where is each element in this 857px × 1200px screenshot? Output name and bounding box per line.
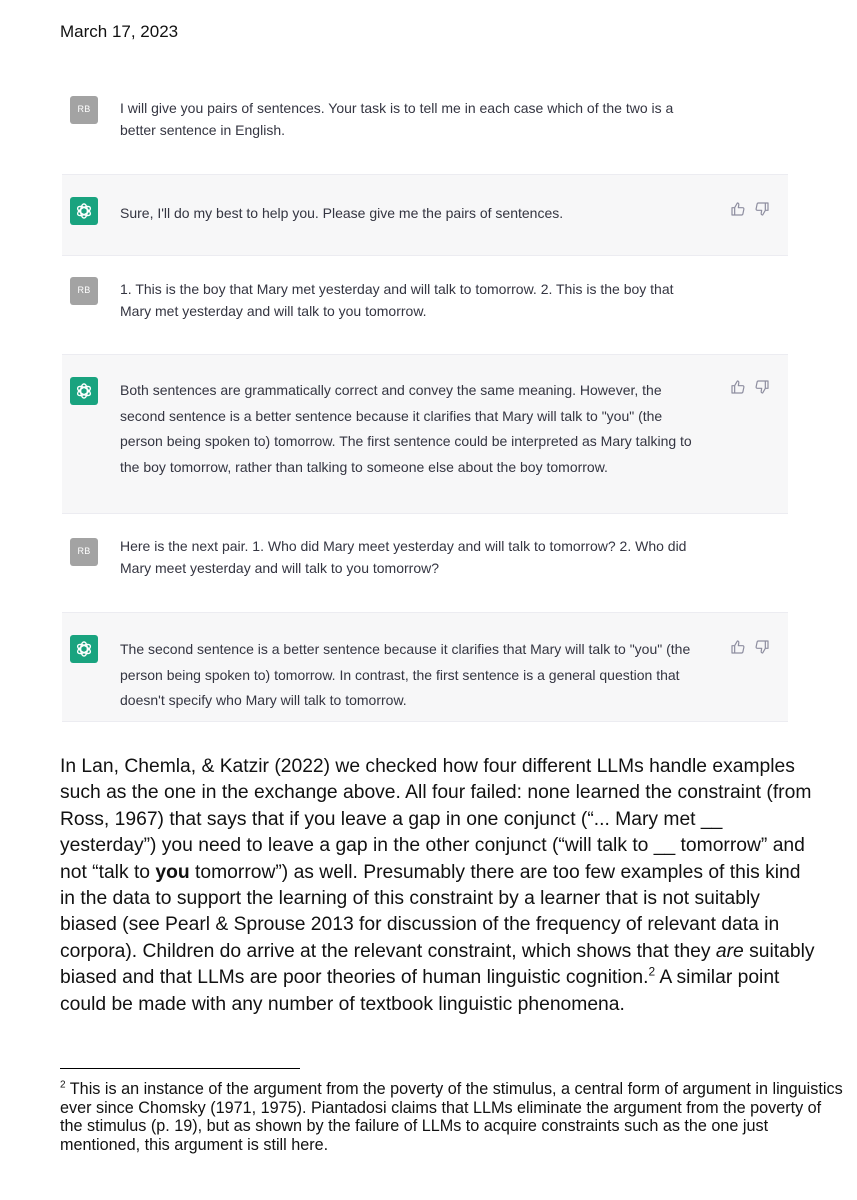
- openai-logo-icon: [74, 381, 94, 401]
- thumbs-down-icon[interactable]: [754, 379, 770, 395]
- thumbs-up-icon[interactable]: [730, 379, 746, 395]
- feedback-buttons: [730, 379, 770, 395]
- user-message-text: I will give you pairs of sentences. Your task is to tell me in each case which of the two is a better sentence in English.: [120, 100, 674, 138]
- thumbs-up-icon[interactable]: [730, 201, 746, 217]
- openai-logo-icon: [74, 639, 94, 659]
- footnote-text: This is an instance of the argument from the poverty of the stimulus, a central form of argument in linguistics ever since Chomsky (1971, 1975). Piantadosi claims that LLMs eliminate the argument from the poverty of the stimulus (p. 19), but as shown by the failure of LLMs to acquire constraints such as the one just mentioned, this argument is still here.: [60, 1080, 843, 1154]
- emphasis-are: are: [715, 940, 744, 962]
- user-message: [62, 256, 788, 354]
- paragraph-text-part-3: suitably biased and that LLMs are poor theories of human linguistic cognition.: [60, 940, 815, 989]
- assistant-avatar: [70, 635, 98, 663]
- emphasis-you: you: [155, 861, 190, 883]
- body-paragraph: [60, 754, 820, 1018]
- footnote: [60, 1080, 845, 1154]
- user-message: [62, 514, 788, 612]
- footnote-marker: 2: [60, 1079, 66, 1091]
- paragraph-text-part-4: A similar point could be made with any number of textbook linguistic phenomena.: [60, 967, 780, 1015]
- assistant-message: [62, 174, 788, 256]
- paragraph-text-part-1: In Lan, Chemla, & Katzir (2022) we checked how four different LLMs handle examples such as the one in the exchange above. All four failed: none learned the constraint (from Ross, 1967) that says that if you leave a gap in one conjunct (“... Mary met __ yesterday”) you need to leave a gap in the other conjunct (“will talk to __ tomorrow” and not “talk to: [60, 756, 812, 883]
- openai-logo-icon: [74, 201, 94, 221]
- user-avatar: RB: [70, 538, 98, 566]
- assistant-avatar: [70, 197, 98, 225]
- assistant-message-text: Sure, I'll do my best to help you. Please give me the pairs of sentences.: [120, 205, 564, 221]
- footnote-divider: [60, 1068, 300, 1069]
- footnote-reference: 2: [648, 964, 656, 979]
- thumbs-down-icon[interactable]: [754, 639, 770, 655]
- user-message-text: Here is the next pair. 1. Who did Mary meet yesterday and will talk to tomorrow? 2. Who did Mary meet yesterday and will talk to you tomorrow?: [120, 538, 687, 576]
- thumbs-up-icon[interactable]: [730, 639, 746, 655]
- thumbs-down-icon[interactable]: [754, 201, 770, 217]
- user-message-text: 1. This is the boy that Mary met yesterday and will talk to tomorrow. 2. This is the boy that Mary met yesterday and will talk to you tomorrow.: [120, 281, 674, 319]
- user-message: [62, 78, 788, 174]
- feedback-buttons: [730, 639, 770, 655]
- paragraph-text: [60, 754, 820, 1018]
- assistant-message: [62, 612, 788, 722]
- assistant-message-text: The second sentence is a better sentence because it clarifies that Mary will talk to "you" (the person being spoken to) tomorrow. In contrast, the first sentence is a general question that doesn't specify who Mary will talk to tomorrow.: [120, 641, 691, 708]
- chat-transcript: [62, 78, 788, 722]
- assistant-message: [62, 354, 788, 514]
- assistant-avatar: [70, 377, 98, 405]
- user-avatar: RB: [70, 96, 98, 124]
- paragraph-text-part-2: tomorrow”) as well. Presumably there are too few examples of this kind in the data to support the learning of this constraint by a learner that is not suitably biased (see Pearl & Sprouse 2013 for discussion of the frequency of relevant data in corpora). Children do arrive at the relevant constraint, which shows that they: [60, 861, 801, 962]
- feedback-buttons: [730, 201, 770, 217]
- assistant-message-text: Both sentences are grammatically correct and convey the same meaning. However, the second sentence is a better sentence because it clarifies that Mary will talk to "you" (the person being spoken to) tomorrow. The first sentence could be interpreted as Mary talking to the boy tomorrow, rather than talking to someone else about the boy tomorrow.: [120, 382, 692, 475]
- document-date: March 17, 2023: [60, 22, 179, 41]
- user-avatar: RB: [70, 277, 98, 305]
